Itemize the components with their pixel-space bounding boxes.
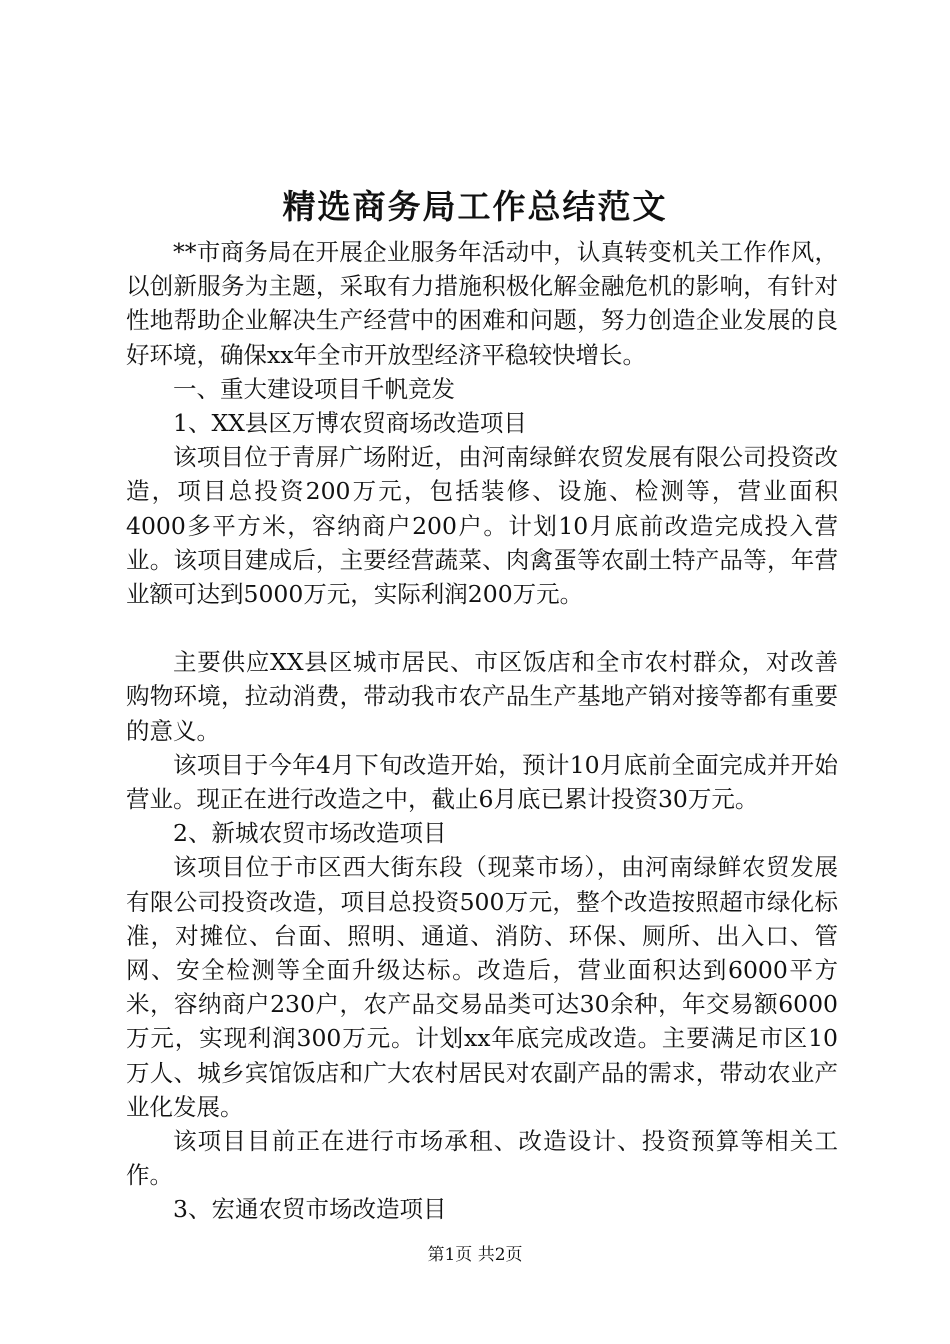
project-heading-1: 1、XX县区万博农贸商场改造项目 bbox=[173, 409, 527, 438]
project-heading-3: 3、宏通农贸市场改造项目 bbox=[173, 1195, 447, 1224]
section-heading-1: 一、重大建设项目千帆竞发 bbox=[173, 374, 455, 403]
project-heading-2: 2、新城农贸市场改造项目 bbox=[173, 819, 447, 848]
paragraph-intro: **市商务局在开展企业服务年活动中，认真转变机关工作作风，以创新服务为主题，采取有力措施积极化解金融危机的影响，有针对性地帮助企业解决生产经营中的困难和问题，努力创造企业发展的良好环境，确保xx年全市开放型经济平稳较快增长。 bbox=[126, 238, 838, 369]
paragraph-project-2-progress: 该项目目前正在进行市场承租、改造设计、投资预算等相关工作。 bbox=[126, 1127, 838, 1190]
document-title: 精选商务局工作总结范文 bbox=[282, 187, 668, 226]
page-footer: 第1页 共2页 bbox=[427, 1245, 523, 1265]
document-body bbox=[126, 235, 838, 1227]
paragraph-project-1-detail: 该项目位于青屏广场附近，由河南绿鲜农贸发展有限公司投资改造，项目总投资200万元，包括装修、设施、检测等，营业面积4000多平方米，容纳商户200户。计划10月底前改造完成投入营业。该项目建成后，主要经营蔬菜、肉禽蛋等农副土特产品等，年营业额可达到5000万元，实际利润200万元。 bbox=[126, 443, 838, 609]
paragraph-project-2-detail: 该项目位于市区西大街东段（现菜市场），由河南绿鲜农贸发展有限公司投资改造，项目总投资500万元，整个改造按照超市绿化标准，对摊位、台面、照明、通道、消防、环保、厕所、出入口、管网、安全检测等全面升级达标。改造后，营业面积达到6000平方米，容纳商户230户，农产品交易品类可达30余种，年交易额6000万元，实现利润300万元。计划xx年底完成改造。主要满足市区10万人、城乡宾馆饭店和广大农村居民对农副产品的需求，带动农业产业化发展。 bbox=[126, 853, 838, 1121]
paragraph-project-1-progress: 该项目于今年4月下旬改造开始，预计10月底前全面完成并开始营业。现正在进行改造之中，截止6月底已累计投资30万元。 bbox=[126, 750, 838, 814]
paragraph-project-1-significance: 主要供应XX县区城市居民、市区饭店和全市农村群众，对改善购物环境，拉动消费，带动我市农产品生产基地产销对接等都有重要的意义。 bbox=[126, 648, 838, 745]
